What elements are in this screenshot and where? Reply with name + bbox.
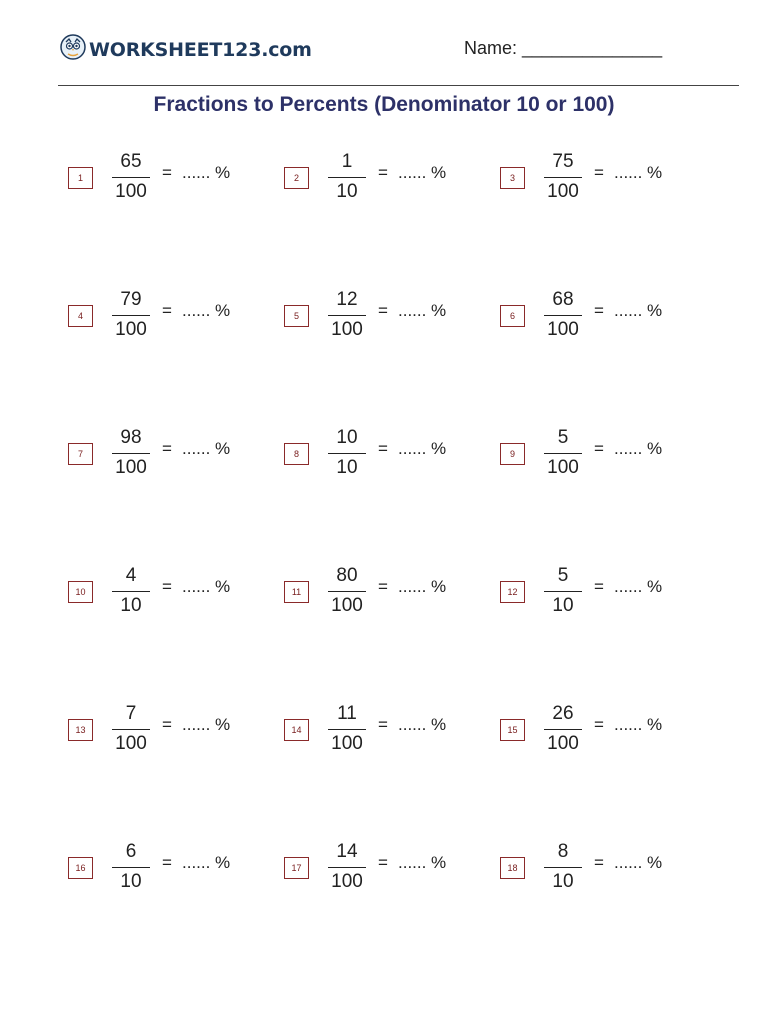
fraction bbox=[324, 840, 370, 894]
denominator: 100 bbox=[547, 457, 579, 478]
equals-sign: = bbox=[378, 439, 388, 458]
problem-item bbox=[68, 702, 268, 762]
fraction-bar bbox=[112, 591, 150, 592]
numerator: 10 bbox=[336, 427, 358, 448]
fraction-bar bbox=[328, 867, 366, 868]
answer-blank[interactable]: ...... % bbox=[182, 715, 231, 734]
numerator: 68 bbox=[552, 289, 574, 310]
problem-item bbox=[284, 150, 484, 210]
answer-blank[interactable]: ...... % bbox=[182, 853, 231, 872]
worksheet-header bbox=[60, 34, 738, 68]
denominator: 100 bbox=[115, 181, 147, 202]
problem-item bbox=[68, 150, 268, 210]
problem-number: 3 bbox=[500, 167, 525, 189]
denominator: 100 bbox=[331, 733, 363, 754]
answer-blank[interactable]: ...... % bbox=[614, 577, 663, 596]
problem-number: 7 bbox=[68, 443, 93, 465]
equals-sign: = bbox=[594, 163, 604, 182]
denominator: 100 bbox=[331, 319, 363, 340]
fraction-bar bbox=[544, 729, 582, 730]
numerator: 11 bbox=[337, 703, 357, 724]
numerator: 5 bbox=[557, 565, 569, 586]
problem-item bbox=[284, 840, 484, 900]
answer-blank[interactable]: ...... % bbox=[614, 439, 663, 458]
problem-number: 11 bbox=[284, 581, 309, 603]
fraction-bar bbox=[112, 729, 150, 730]
denominator: 100 bbox=[547, 319, 579, 340]
fraction bbox=[108, 564, 154, 618]
fraction-bar bbox=[112, 177, 150, 178]
problem-number: 1 bbox=[68, 167, 93, 189]
numerator: 6 bbox=[125, 841, 137, 862]
answer-blank[interactable]: ...... % bbox=[614, 853, 663, 872]
problem-item bbox=[500, 288, 700, 348]
numerator: 7 bbox=[125, 703, 137, 724]
problem-number: 6 bbox=[500, 305, 525, 327]
numerator: 4 bbox=[125, 565, 137, 586]
answer-blank[interactable]: ...... % bbox=[182, 163, 231, 182]
fraction-bar bbox=[112, 453, 150, 454]
equals-sign: = bbox=[162, 853, 172, 872]
equals-sign: = bbox=[162, 715, 172, 734]
problem-number: 14 bbox=[284, 719, 309, 741]
answer-blank[interactable]: ...... % bbox=[182, 577, 231, 596]
problem-number: 18 bbox=[500, 857, 525, 879]
numerator: 14 bbox=[336, 841, 358, 862]
fraction bbox=[108, 426, 154, 480]
problem-number: 2 bbox=[284, 167, 309, 189]
equals-sign: = bbox=[378, 715, 388, 734]
problem-number: 9 bbox=[500, 443, 525, 465]
equals-sign: = bbox=[594, 301, 604, 320]
problem-item bbox=[284, 288, 484, 348]
numerator: 8 bbox=[557, 841, 569, 862]
answer-blank[interactable]: ...... % bbox=[614, 715, 663, 734]
fraction bbox=[108, 840, 154, 894]
denominator: 10 bbox=[336, 457, 358, 478]
problem-number: 12 bbox=[500, 581, 525, 603]
fraction bbox=[108, 702, 154, 756]
fraction bbox=[540, 288, 586, 342]
denominator: 100 bbox=[115, 733, 147, 754]
equals-sign: = bbox=[594, 439, 604, 458]
equals-sign: = bbox=[162, 439, 172, 458]
problem-number: 10 bbox=[68, 581, 93, 603]
problem-item bbox=[500, 564, 700, 624]
fraction bbox=[324, 288, 370, 342]
problem-item bbox=[68, 564, 268, 624]
denominator: 100 bbox=[115, 319, 147, 340]
brand-name: WORKSHEET123.com bbox=[89, 38, 312, 61]
equals-sign: = bbox=[594, 715, 604, 734]
fraction bbox=[324, 426, 370, 480]
denominator: 10 bbox=[120, 871, 142, 892]
denominator: 100 bbox=[331, 871, 363, 892]
denominator: 10 bbox=[552, 595, 574, 616]
denominator: 100 bbox=[115, 457, 147, 478]
fraction-bar bbox=[328, 315, 366, 316]
problem-item bbox=[500, 702, 700, 762]
numerator: 12 bbox=[336, 289, 358, 310]
fraction-bar bbox=[328, 177, 366, 178]
fraction bbox=[324, 564, 370, 618]
header-divider bbox=[58, 85, 739, 86]
problem-item bbox=[284, 702, 484, 762]
fraction bbox=[540, 840, 586, 894]
problem-item bbox=[500, 840, 700, 900]
denominator: 10 bbox=[120, 595, 142, 616]
problem-item bbox=[68, 840, 268, 900]
answer-blank[interactable]: ...... % bbox=[398, 577, 447, 596]
equals-sign: = bbox=[594, 577, 604, 596]
denominator: 10 bbox=[552, 871, 574, 892]
denominator: 100 bbox=[547, 733, 579, 754]
answer-blank[interactable]: ...... % bbox=[614, 163, 663, 182]
fraction-bar bbox=[112, 867, 150, 868]
answer-blank[interactable]: ...... % bbox=[614, 301, 663, 320]
problem-number: 17 bbox=[284, 857, 309, 879]
fraction-bar bbox=[544, 177, 582, 178]
denominator: 10 bbox=[336, 181, 358, 202]
fraction bbox=[540, 702, 586, 756]
fraction bbox=[324, 150, 370, 204]
answer-blank[interactable]: ...... % bbox=[398, 301, 447, 320]
answer-blank[interactable]: ...... % bbox=[182, 439, 231, 458]
owl-icon bbox=[60, 34, 86, 65]
equals-sign: = bbox=[162, 163, 172, 182]
numerator: 5 bbox=[557, 427, 569, 448]
problem-number: 5 bbox=[284, 305, 309, 327]
fraction-bar bbox=[112, 315, 150, 316]
fraction bbox=[540, 150, 586, 204]
numerator: 26 bbox=[552, 703, 574, 724]
problem-number: 15 bbox=[500, 719, 525, 741]
equals-sign: = bbox=[378, 577, 388, 596]
numerator: 1 bbox=[341, 151, 353, 172]
problem-item bbox=[68, 426, 268, 486]
equals-sign: = bbox=[378, 163, 388, 182]
fraction bbox=[540, 426, 586, 480]
problem-item bbox=[500, 426, 700, 486]
answer-blank[interactable]: ...... % bbox=[398, 439, 447, 458]
denominator: 100 bbox=[331, 595, 363, 616]
fraction-bar bbox=[544, 591, 582, 592]
problem-number: 16 bbox=[68, 857, 93, 879]
fraction-bar bbox=[544, 453, 582, 454]
fraction bbox=[108, 150, 154, 204]
problem-item bbox=[500, 150, 700, 210]
answer-blank[interactable]: ...... % bbox=[398, 715, 447, 734]
worksheet-title: Fractions to Percents (Denominator 10 or 100) bbox=[153, 93, 615, 116]
fraction bbox=[324, 702, 370, 756]
numerator: 75 bbox=[552, 151, 574, 172]
equals-sign: = bbox=[162, 301, 172, 320]
problem-item bbox=[68, 288, 268, 348]
problem-number: 8 bbox=[284, 443, 309, 465]
fraction-bar bbox=[328, 591, 366, 592]
fraction-bar bbox=[328, 729, 366, 730]
equals-sign: = bbox=[162, 577, 172, 596]
problem-item bbox=[284, 426, 484, 486]
fraction bbox=[108, 288, 154, 342]
fraction-bar bbox=[328, 453, 366, 454]
numerator: 98 bbox=[120, 427, 142, 448]
equals-sign: = bbox=[378, 853, 388, 872]
equals-sign: = bbox=[378, 301, 388, 320]
fraction-bar bbox=[544, 315, 582, 316]
problem-number: 4 bbox=[68, 305, 93, 327]
fraction bbox=[540, 564, 586, 618]
numerator: 65 bbox=[120, 151, 142, 172]
numerator: 80 bbox=[336, 565, 358, 586]
answer-blank[interactable]: ...... % bbox=[398, 853, 447, 872]
equals-sign: = bbox=[594, 853, 604, 872]
fraction-bar bbox=[544, 867, 582, 868]
name-field-label: Name: ______________ bbox=[464, 38, 663, 58]
numerator: 79 bbox=[120, 289, 142, 310]
problem-item bbox=[284, 564, 484, 624]
denominator: 100 bbox=[547, 181, 579, 202]
brand-logo[interactable] bbox=[60, 34, 312, 65]
answer-blank[interactable]: ...... % bbox=[182, 301, 231, 320]
answer-blank[interactable]: ...... % bbox=[398, 163, 447, 182]
problem-number: 13 bbox=[68, 719, 93, 741]
